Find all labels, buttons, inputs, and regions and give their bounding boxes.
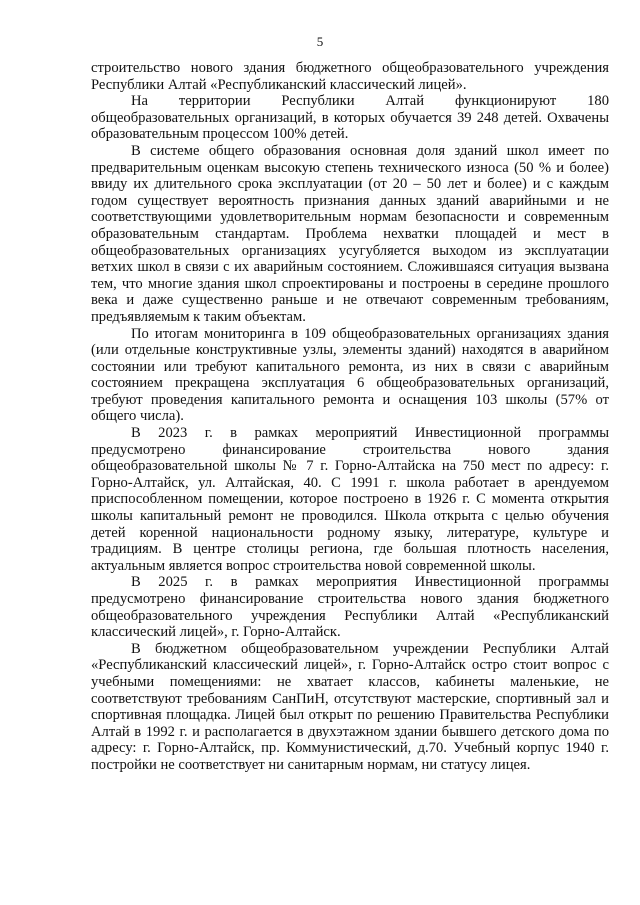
paragraph-2023-program: В 2023 г. в рамках мероприятий Инвестиционной программы предусмотрено финансирование строительства нового здания общеобразовательной школы № 7 г. Горно-Алтайска на 750 мест по адресу: г. Горно-Алтайск, ул. Алтайская, 40. С 1991 г. школа работает в арендуемом приспособленном помещении, которое построено в 1926 г. С момента открытия школы капитальный ремонт не проводился. Школа открыта с целью обучения детей коренной национальности родному языку, литературе, культуре и традициям. В центре столицы региона, где большая плотность населения, актуальным является вопрос строительства новой современной школы. — [91, 425, 609, 574]
page-number: 5 — [316, 34, 324, 49]
paragraph-2025-program: В 2025 г. в рамках мероприятия Инвестиционной программы предусмотрено финансирование строительства нового здания бюджетного общеобразовательного учреждения Республики Алтай «Республиканский классический лицей», г. Горно-Алтайск. — [91, 574, 609, 641]
paragraph-lyceum: В бюджетном общеобразовательном учреждении Республики Алтай «Республиканский классический лицей», г. Горно-Алтайск остро стоит вопрос с учебными помещениями: не хватает классов, кабинеты маленькие, не соответствуют требованиям СанПиН, отсутствуют мастерские, спортивный зал и спортивная площадка. Лицей был открыт по решению Правительства Республики Алтай в 1992 г. и располагается в двухэтажном здании бывшего детского дома по адресу: г. Горно-Алтайск, пр. Коммунистический, д.70. Учебный корпус 1940 г. постройки не соответствует ни санитарным нормам, ни статусу лицея. — [91, 640, 609, 773]
paragraph-continuation: строительство нового здания бюджетного общеобразовательного учреждения Республики Алтай «Республиканский классический лицей». — [91, 60, 609, 93]
paragraph-monitoring: По итогам мониторинга в 109 общеобразовательных организациях здания (или отдельные конструктивные узлы, элементы зданий) находятся в аварийном состоянии или требуют капитального ремонта, из них в связи с аварийным состоянием прекращена эксплуатация 6 общеобразовательных организаций, требуют проведения капитального ремонта и оснащения 103 школы (57% от общего числа). — [91, 325, 609, 425]
paragraph-building-wear: В системе общего образования основная доля зданий школ имеет по предварительным оценкам высокую степень технического износа (50 % и более) ввиду их длительного срока эксплуатации (от 20 – 50 лет и более) и с каждым годом существует вероятность признания данных зданий аварийными и не соответствующими удовлетворительным нормам безопасности и современным образовательным стандартам. Проблема нехватки площадей и мест в общеобразовательных организациях усугубляется выходом из эксплуатации ветхих школ в связи с их аварийным состоянием. Сложившаяся ситуация вызвана тем, что многие здания школ спроектированы и построены в середине прошлого века и даже существенно раньше и не отвечают современным требованиям, предъявляемым к таким объектам. — [91, 142, 609, 325]
document-body — [91, 60, 609, 774]
paragraph-schools-count: На территории Республики Алтай функционируют 180 общеобразовательных организаций, в которых обучается 39 248 детей. Охвачены образовательным процессом 100% детей. — [91, 93, 609, 143]
